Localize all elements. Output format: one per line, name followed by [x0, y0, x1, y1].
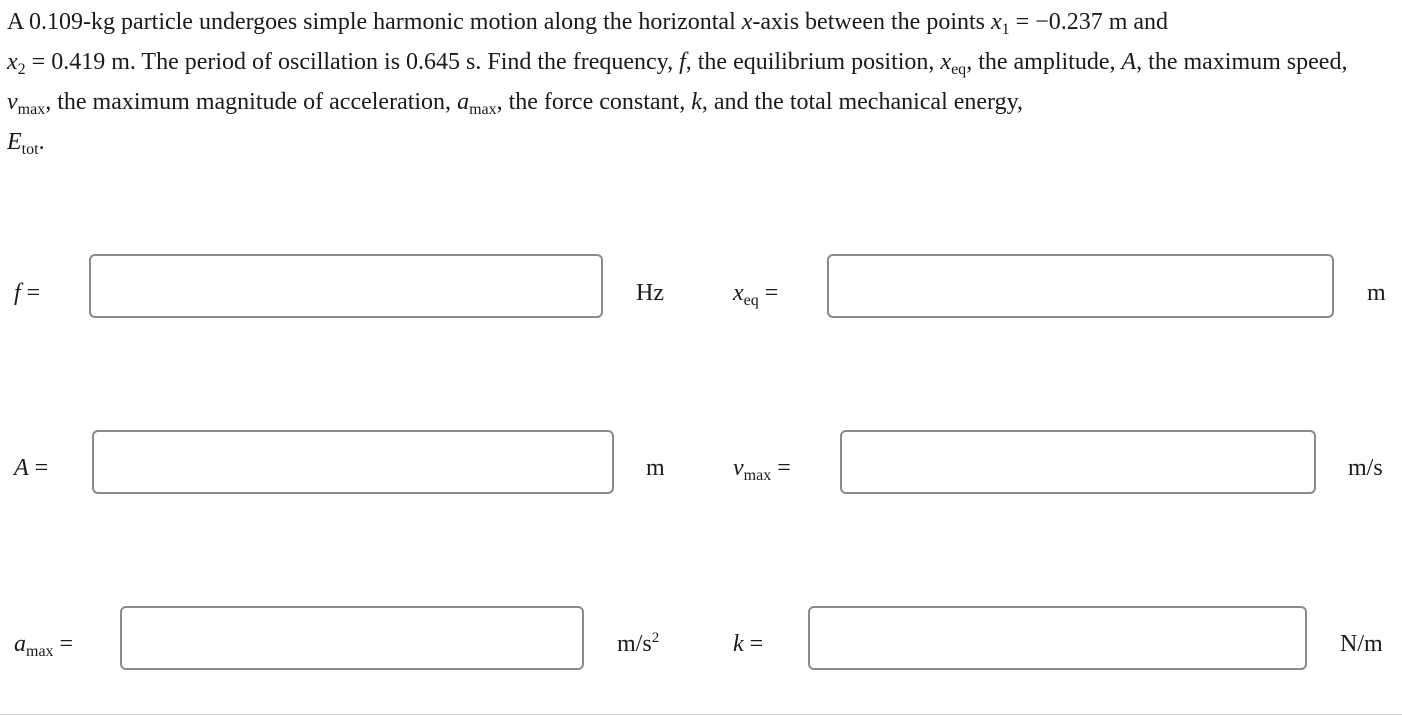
max-speed-input[interactable]	[840, 430, 1316, 494]
amplitude-label: A =	[14, 455, 49, 481]
equilibrium-position-label: $x_{eq}$ =	[733, 280, 779, 309]
problem-statement: A 0.109-kg particle undergoes simple harmonic motion along the horizontal x-axis between the points $x_1 = -0.237$ m and $x_2 = 0.419$ m. The period of oscillation is 0.645 s. Find the frequency, f, the equilibrium position, $x_{eq}$, the amplitude, A, the maximum speed, $v_{max}$, the maximum magnitude of acceleration, $a_{max}$, the force constant, k, and the total mechanical energy, $E_{tot}$.	[7, 9, 1348, 158]
force-constant-unit: N/m	[1340, 631, 1383, 657]
bottom-divider	[0, 714, 1402, 715]
max-acceleration-input[interactable]	[120, 606, 584, 670]
max-acceleration-unit: $m/s^2$	[617, 630, 660, 657]
force-constant-input[interactable]	[808, 606, 1307, 670]
force-constant-label: k =	[733, 631, 764, 657]
amplitude-input[interactable]	[92, 430, 614, 494]
max-speed-unit: m/s	[1348, 455, 1383, 481]
amplitude-unit: m	[646, 455, 665, 481]
frequency-label: f =	[14, 280, 41, 306]
equilibrium-position-input[interactable]	[827, 254, 1334, 318]
equilibrium-position-unit: m	[1367, 280, 1386, 306]
frequency-input[interactable]	[89, 254, 603, 318]
max-acceleration-label: $a_{max}$ =	[14, 631, 74, 660]
max-speed-label: $v_{max}$ =	[733, 455, 791, 484]
frequency-unit: Hz	[636, 280, 664, 306]
